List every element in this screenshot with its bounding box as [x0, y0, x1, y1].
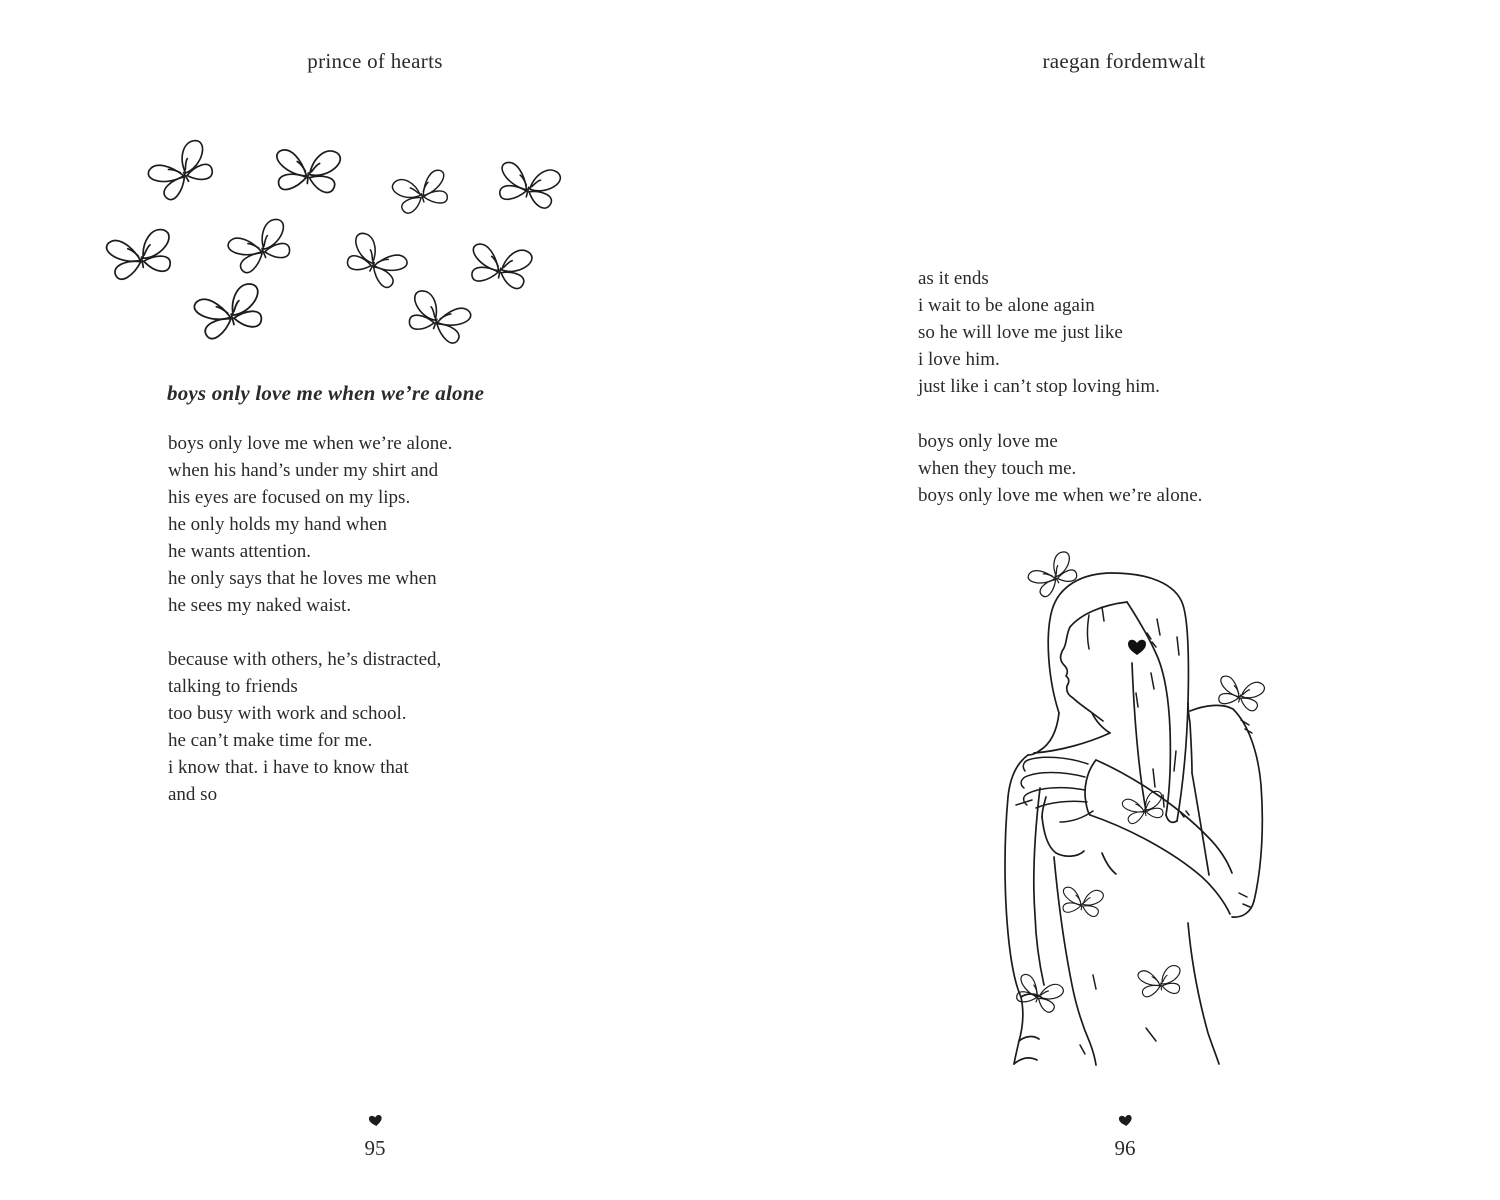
poem-line: so he will love me just like: [918, 322, 1123, 343]
woman-illustration: [980, 545, 1320, 1085]
page-number: 96: [1114, 1136, 1136, 1160]
butterfly-icon: [192, 282, 267, 341]
poem-line: he wants attention.: [168, 541, 311, 562]
torso: [1042, 797, 1219, 1065]
poem-line: he only says that he loves me when: [168, 568, 437, 589]
page-right: [750, 0, 1500, 1200]
butterfly-icon: [1013, 971, 1065, 1015]
poem-line: boys only love me when we’re alone.: [918, 485, 1203, 506]
poem-line: and so: [168, 784, 218, 805]
poem-stanza-1-left: [168, 430, 452, 619]
page-number: 95: [364, 1136, 386, 1160]
heart-icon: [366, 1112, 385, 1128]
poem-line: he only holds my hand when: [168, 514, 388, 535]
right-arm: [1190, 705, 1262, 917]
poem-line: because with others, he’s distracted,: [168, 649, 442, 670]
poem-line: his eyes are focused on my lips.: [168, 487, 411, 508]
butterfly-icon: [105, 228, 175, 281]
butterfly-icon: [342, 231, 410, 292]
butterflies-illustration: [100, 128, 580, 363]
crossing-forearm: [1085, 760, 1232, 914]
page-footer-right: [1045, 1113, 1205, 1161]
poem-line: talking to friends: [168, 676, 298, 697]
running-header-left: prince of hearts: [307, 49, 443, 73]
butterfly-icon: [391, 166, 452, 216]
butterfly-icon: [467, 240, 533, 291]
poem-line: boys only love me when we’re alone.: [168, 433, 453, 454]
heart-icon: [1128, 640, 1146, 655]
hair-outline: [1028, 573, 1192, 822]
poem-line: he can’t make time for me.: [168, 730, 373, 751]
face-profile: [1034, 627, 1110, 753]
poem-line: he sees my naked waist.: [168, 595, 352, 616]
poem-line: as it ends: [918, 268, 989, 289]
poem-line: i love him.: [918, 349, 1000, 370]
butterfly-icon: [1060, 885, 1104, 918]
butterfly-icon: [225, 217, 295, 276]
butterfly-icon: [1137, 965, 1182, 998]
poem-title: boys only love me when we’re alone: [167, 381, 485, 405]
butterfly-icon: [495, 158, 562, 211]
butterfly-icon: [1215, 673, 1266, 713]
poem-line: i know that. i have to know that: [168, 757, 409, 778]
heart-icon: [1116, 1112, 1135, 1128]
butterfly-icon: [274, 146, 341, 194]
page-footer-left: [295, 1113, 455, 1161]
butterfly-icon: [404, 289, 473, 347]
hand-fingers: [1021, 757, 1093, 822]
detail-strokes: [1016, 607, 1252, 1054]
poem-line: too busy with work and school.: [168, 703, 407, 724]
poem-line: when his hand’s under my shirt and: [168, 460, 439, 481]
poem-stanza-2-left: [168, 646, 441, 808]
butterfly-icon: [1025, 550, 1081, 600]
poem-line: i wait to be alone again: [918, 295, 1095, 316]
poem-line: when they touch me.: [918, 458, 1077, 479]
running-header-right: raegan fordemwalt: [1042, 49, 1206, 73]
poem-stanza-1-right: [918, 265, 1160, 400]
poem-stanza-2-right: [918, 428, 1202, 509]
butterfly-icon: [145, 138, 219, 204]
poem-line: just like i can’t stop loving him.: [918, 376, 1160, 397]
poem-line: boys only love me: [918, 431, 1058, 452]
